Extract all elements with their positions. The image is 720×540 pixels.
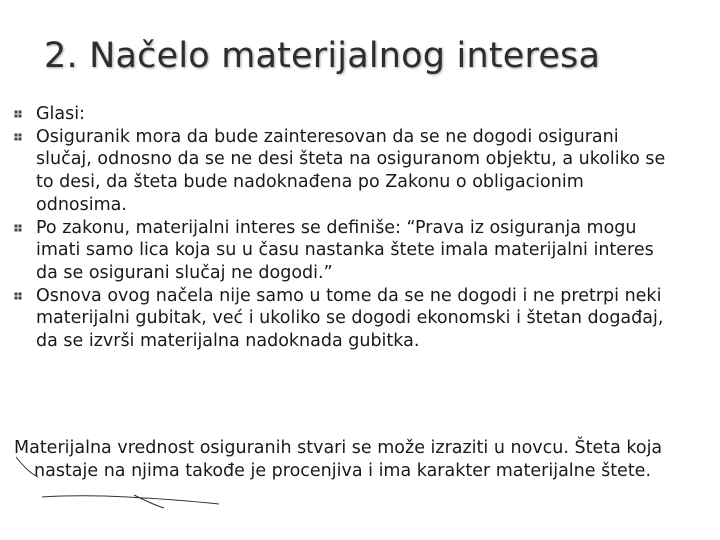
slide-title: 2. Načelo materijalnog interesa: [44, 36, 601, 76]
bullet-text: Glasi:: [36, 104, 86, 124]
ornamental-bullet-icon: [14, 133, 22, 141]
bullet-item: [14, 217, 674, 285]
bullet-text: Po zakonu, materijalni interes se definiše: “Prava iz osiguranja mogu imati samo lica koja su u času nastanka štete imala materijalni interes da se osigurani slučaj ne dogodi.”: [36, 217, 654, 283]
bullet-item: [14, 103, 674, 126]
ornamental-bullet-icon: [14, 224, 22, 232]
bullet-item: [14, 285, 674, 353]
summary-paragraph: Materijalna vrednost osiguranih stvari se može izraziti u novcu. Šteta koja nastaje na njima takođe je procenjiva i ima karakter materijalne štete.: [14, 438, 663, 481]
bullet-text: Osiguranik mora da bude zainteresovan da se ne dogodi osigurani slučaj, odnosno da se ne desi šteta na osiguranom objektu, a ukoliko se to desi, da šteta bude nadoknađena po Zakonu o obligacionim odnosima.: [36, 126, 666, 215]
bullet-item: [14, 126, 674, 217]
ornamental-bullet-icon: [14, 110, 22, 118]
bullet-list: [14, 103, 674, 353]
bullet-text: Osnova ovog načela nije samo u tome da se ne dogodi i ne pretrpi neki materijalni gubitak, već i ukoliko se dogodi ekonomski i štetan događaj, da se izvrši materijalna nadoknada gubitka.: [36, 285, 664, 352]
ornamental-bullet-icon: [14, 292, 22, 300]
